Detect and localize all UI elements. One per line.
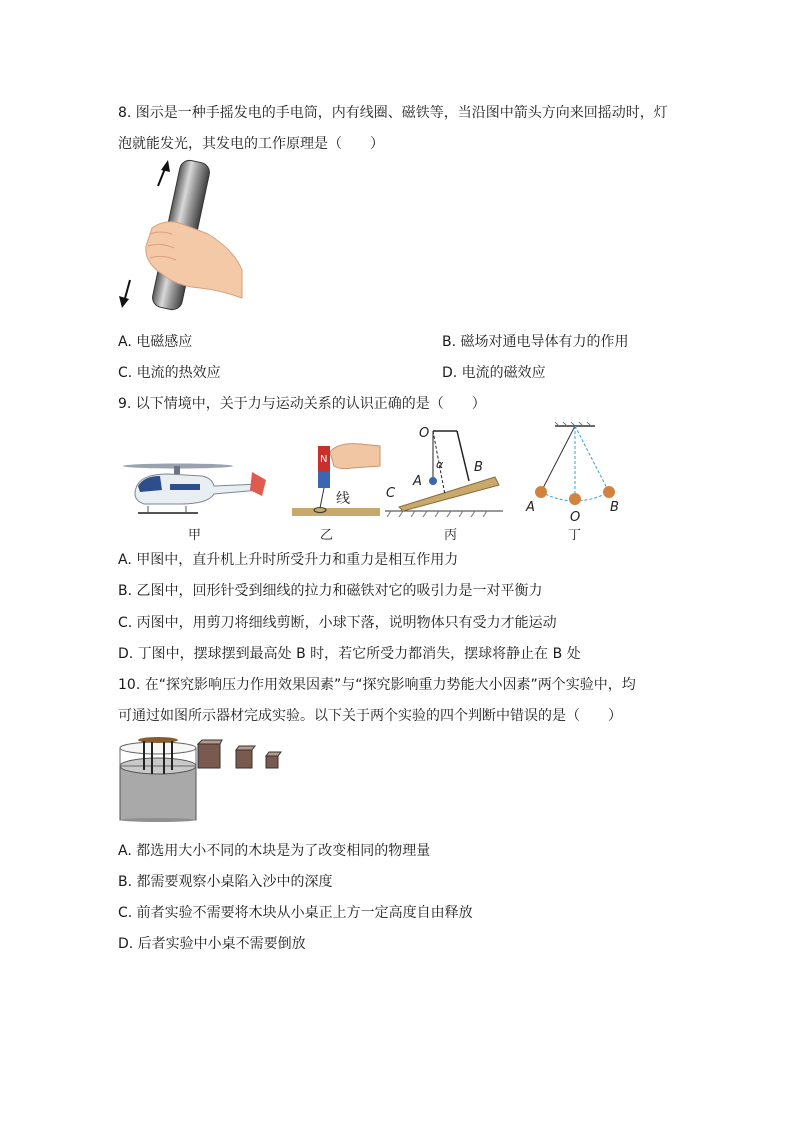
q9-label-xian: 线 — [336, 491, 350, 507]
q8-stem-line2: 泡就能发光，其发电的工作原理是（ ） — [118, 136, 384, 152]
q9-stem: 9. 以下情境中，关于力与运动关系的认识正确的是（ ） — [118, 396, 486, 412]
sand-table-figure — [118, 736, 288, 822]
q10-option-c: C. 前者实验不需要将木块从小桌正上方一定高度自由释放 — [118, 905, 473, 921]
q9-caption-ding: 丁 — [568, 528, 582, 543]
q9-label-alpha: α — [436, 458, 444, 471]
q10-stem-line2: 可通过如图所示器材完成实验。以下关于两个实验的四个判断中错误的是（ ） — [118, 708, 622, 724]
q9-label-o2: O — [570, 510, 581, 525]
helicopter-figure — [120, 460, 270, 520]
q9-caption-yi: 乙 — [320, 528, 334, 543]
q9-label-a: A — [413, 474, 422, 489]
magnet-figure — [290, 440, 382, 520]
q8-option-b: B. 磁场对通电导体有力的作用 — [442, 334, 629, 350]
q10-stem-line1: 10. 在“探究影响压力作用效果因素”与“探究影响重力势能大小因素”两个实验中，均 — [118, 677, 636, 693]
q9-label-b: B — [474, 460, 483, 475]
q9-label-c: C — [386, 486, 396, 501]
q9-label-n: N — [320, 454, 328, 465]
flashlight-figure — [116, 158, 244, 316]
q9-label-o2-a: A — [526, 500, 535, 515]
q9-option-d: D. 丁图中，摆球摆到最高处 B 时，若它所受力都消失，摆球将静止在 B 处 — [118, 646, 581, 662]
q8-option-d: D. 电流的磁效应 — [442, 365, 546, 381]
q9-caption-jia: 甲 — [188, 528, 202, 543]
q9-caption-bing: 丙 — [444, 528, 458, 543]
q9-label-o: O — [419, 426, 430, 441]
q8-stem-line1: 8. 图示是一种手摇发电的手电筒，内有线圈、磁铁等，当沿图中箭头方向来回摇动时，灯 — [118, 105, 668, 121]
q8-option-a: A. 电磁感应 — [118, 334, 193, 350]
q9-option-c: C. 丙图中，用剪刀将细线剪断，小球下落，说明物体只有受力才能运动 — [118, 615, 557, 631]
q10-option-d: D. 后者实验中小桌不需要倒放 — [118, 936, 306, 952]
q8-option-c: C. 电流的热效应 — [118, 365, 221, 381]
incline-figure — [385, 425, 505, 517]
q10-option-b: B. 都需要观察小桌陷入沙中的深度 — [118, 874, 333, 890]
q10-option-a: A. 都选用大小不同的木块是为了改变相同的物理量 — [118, 843, 431, 859]
q9-option-a: A. 甲图中，直升机上升时所受升力和重力是相互作用力 — [118, 552, 459, 568]
q9-option-b: B. 乙图中，回形针受到细线的拉力和磁铁对它的吸引力是一对平衡力 — [118, 583, 543, 599]
q9-label-o2-b: B — [610, 500, 619, 515]
